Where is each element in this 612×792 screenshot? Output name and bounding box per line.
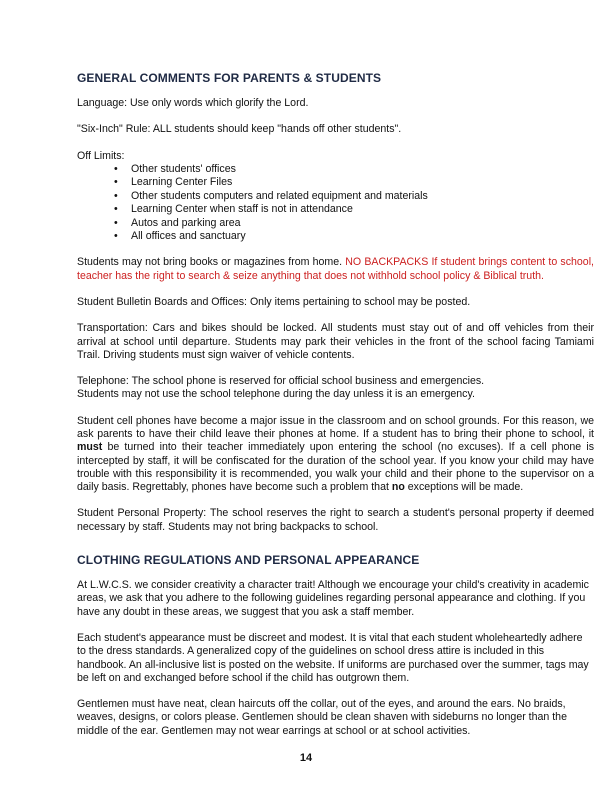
document-page [77, 70, 594, 738]
list-item [77, 217, 594, 230]
transportation-policy: Transportation: Cars and bikes should be locked. All students must stay out of and off vehicles from their arrival at school until departure. Students may park their vehicles in the front of the school facing Tamiami Trail. Driving students must sign waiver of vehicle contents. [77, 322, 594, 361]
bullet-icon: • [114, 162, 118, 175]
books-policy-text: Students may not bring books or magazines from home. [77, 256, 346, 269]
personal-property-policy: Student Personal Property: The school reserves the right to search a student's personal property if deemed necessary by staff. Students may not bring backpacks to school. [77, 507, 594, 533]
appearance-paragraph: Each student's appearance must be discreet and modest. It is vital that each student wholeheartedly adhere to the dress standards. A generalized copy of the guidelines on school dress attire is included in this handbook. An all-inclusive list is posted on the website. If uniforms are purchased over the summer, tags may be left on and exchanged before school if the child has outgrown them. [77, 631, 589, 684]
list-item [77, 190, 594, 203]
list-item-text: Learning Center Files [131, 176, 233, 189]
emphasis-no: no [391, 481, 405, 494]
telephone-policy-line2: Students may not use the school telephone during the day unless it is an emergency. [77, 388, 475, 401]
emphasis-must: must [77, 441, 103, 454]
bullet-icon: • [114, 189, 118, 202]
list-item [77, 230, 594, 243]
bullet-icon: • [114, 216, 118, 229]
off-limits-label: Off Limits: [77, 149, 125, 162]
list-item-text: Other students' offices [131, 162, 236, 175]
cell-phone-policy [77, 415, 594, 495]
list-item-text: All offices and sanctuary [131, 229, 246, 242]
bullet-icon: • [114, 203, 118, 216]
creativity-paragraph: At L.W.C.S. we consider creativity a character trait! Although we encourage your child's creativity in academic areas, we ask that you adhere to the following guidelines regarding personal appearance and clothing. If you have any doubt in these areas, we suggest that you ask a staff member. [77, 579, 589, 618]
gentlemen-paragraph: Gentlemen must have neat, clean haircuts off the collar, out of the eyes, and around the ears. No braids, weaves, designs, or colors please. Gentlemen should be clean shaven with sideburns no longer than the middle of the ear. Gentlemen may not wear earrings at school or at school activities. [77, 698, 567, 737]
cell-phone-text: be turned into their teacher immediately upon entering the school (no excuses). If a cell phone is intercepted by staff, it will be confiscated for the duration of the school year. If you know your child may have trouble with this responsibility it is recommended, you walk your child and their phone to the supervisor on a daily basis. Regrettably, phones have become such a problem that [77, 441, 594, 494]
page-number: 14 [299, 752, 313, 764]
cell-phone-text: exceptions will be made. [404, 481, 524, 494]
cell-phone-text: Student cell phones have become a major issue in the classroom and on school grounds. For this reason, we ask parents to have their child leave their phones at home. If a student has to bring their phone to school, it [77, 414, 594, 440]
six-inch-rule: "Six-Inch" Rule: ALL students should keep "hands off other students". [77, 123, 402, 136]
telephone-policy-line1: Telephone: The school phone is reserved for official school business and emergencies. [77, 375, 485, 388]
language-rule: Language: Use only words which glorify the Lord. [77, 97, 309, 109]
section-heading-general-comments: GENERAL COMMENTS FOR PARENTS & STUDENTS [77, 71, 382, 85]
books-policy [77, 256, 594, 283]
backpack-warning: NO BACKPACKS If student brings content to school, teacher has the right to search & seize anything that does not withhold school policy & Biblical truth. [77, 256, 594, 282]
list-item-text: Autos and parking area [131, 216, 241, 229]
list-item-text: Learning Center when staff is not in attendance [131, 203, 353, 216]
bulletin-boards-policy: Student Bulletin Boards and Offices: Only items pertaining to school may be posted. [77, 295, 471, 308]
list-item [77, 176, 594, 189]
list-item [77, 203, 594, 216]
bullet-icon: • [114, 229, 118, 242]
list-item-text: Other students computers and related equipment and materials [131, 189, 428, 202]
section-heading-clothing: CLOTHING REGULATIONS AND PERSONAL APPEARANCE [77, 553, 420, 568]
list-item [77, 163, 594, 176]
off-limits-list [77, 163, 594, 243]
bullet-icon: • [114, 176, 118, 189]
